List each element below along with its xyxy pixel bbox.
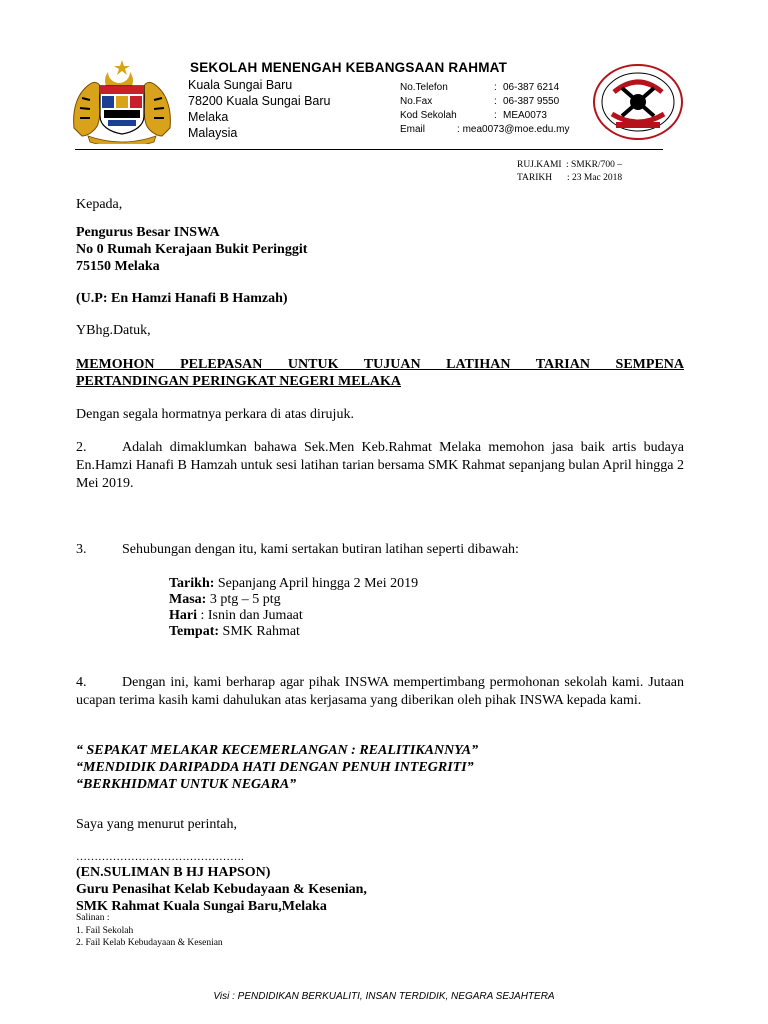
recipient-address-2: 75150 Melaka — [76, 259, 160, 274]
paragraph-3 — [76, 541, 684, 559]
phone-value: 06-387 6214 — [503, 82, 560, 93]
detail-place-label: Tempat: — [169, 624, 220, 639]
detail-place — [169, 623, 300, 641]
detail-time-label: Masa: — [169, 592, 207, 607]
school-name: SEKOLAH MENENGAH KEBANGSAAN RAHMAT — [190, 60, 508, 75]
email-row — [400, 124, 569, 135]
paragraph-3-number: 3. — [76, 542, 87, 557]
signatory-title: Guru Penasihat Kelab Kebudayaan & Kesenian, — [76, 882, 367, 897]
salutation-to: Kepada, — [76, 197, 123, 212]
detail-place-value: SMK Rahmat — [219, 624, 300, 639]
email-label: Email — [400, 124, 426, 135]
school-code-colon: : — [494, 110, 497, 121]
attention-line: (U.P: En Hamzi Hanafi B Hamzah) — [76, 291, 288, 306]
signature-line: ………………………………………. — [76, 851, 244, 863]
greeting: YBhg.Datuk, — [76, 323, 151, 338]
paragraph-2-number: 2. — [76, 440, 87, 455]
school-code-value: MEA0073 — [503, 110, 547, 121]
ref-ruj-value: : SMKR/700 – — [566, 160, 622, 170]
recipient-address-1: No 0 Rumah Kerajaan Bukit Peringgit — [76, 242, 308, 257]
address-line-2: 78200 Kuala Sungai Baru — [188, 94, 331, 108]
motto-3: “BERKHIDMAT UNTUK NEGARA” — [76, 777, 297, 792]
phone-colon: : — [494, 82, 497, 93]
intro-paragraph: Dengan segala hormatnya perkara di atas dirujuk. — [76, 407, 354, 422]
school-logo-icon — [592, 62, 684, 142]
malaysia-coat-of-arms-icon — [68, 58, 176, 144]
paragraph-4 — [76, 674, 684, 710]
footer-vision: Visi : PENDIDIKAN BERKUALITI, INSAN TERDIDIK, NEGARA SEJAHTERA — [213, 991, 555, 1002]
copy-item-1: 1. Fail Sekolah — [76, 926, 134, 936]
email-colon: : — [457, 124, 460, 135]
detail-time-value: 3 ptg – 5 ptg — [206, 592, 281, 607]
closing: Saya yang menurut perintah, — [76, 817, 237, 832]
paragraph-4-number: 4. — [76, 675, 87, 690]
signatory-organisation: SMK Rahmat Kuala Sungai Baru,Melaka — [76, 899, 327, 914]
header-divider — [75, 149, 663, 150]
subject-line-1: MEMOHON PELEPASAN UNTUK TUJUAN LATIHAN TARIAN SEMPENA — [76, 357, 684, 372]
recipient-name: Pengurus Besar INSWA — [76, 225, 220, 240]
detail-day-value: : Isnin dan Jumaat — [197, 608, 303, 623]
paragraph-2-text: Adalah dimaklumkan bahawa Sek.Men Keb.Rahmat Melaka memohon jasa baik artis budaya En.Hamzi Hanafi B Hamzah untuk sesi latihan tarian bersama SMK Rahmat sepanjang bulan April hingga 2 Mei 2019. — [76, 440, 684, 491]
paragraph-3-text: Sehubungan dengan itu, kami sertakan butiran latihan seperti dibawah: — [122, 542, 519, 557]
ref-ruj-label: RUJ.KAMI — [517, 160, 562, 170]
motto-2: “MENDIDIK DARIPADDA HATI DENGAN PENUH INTEGRITI” — [76, 760, 474, 775]
paragraph-4-text: Dengan ini, kami berharap agar pihak INSWA mempertimbang permohonan sekolah kami. Jutaan ucapan terima kasih kami dahulukan atas kerjasama yang diberikan oleh pihak INSWA kepada kami. — [76, 675, 684, 708]
fax-colon: : — [494, 96, 497, 107]
copy-item-2: 2. Fail Kelab Kebudayaan & Kesenian — [76, 938, 223, 948]
ref-date-value: : 23 Mac 2018 — [567, 173, 623, 183]
address-line-3: Melaka — [188, 110, 229, 124]
copies-label: Salinan : — [76, 913, 110, 923]
detail-day-label: Hari — [169, 608, 197, 623]
address-line-4: Malaysia — [188, 126, 238, 140]
detail-date-label: Tarikh: — [169, 576, 215, 591]
email-value[interactable]: mea0073@moe.edu.my — [462, 124, 570, 135]
signatory-name: (EN.SULIMAN B HJ HAPSON) — [76, 865, 271, 880]
school-code-label: Kod Sekolah — [400, 110, 457, 121]
motto-1: “ SEPAKAT MELAKAR KECEMERLANGAN : REALITIKANNYA” — [76, 743, 479, 758]
detail-date-value: Sepanjang April hingga 2 Mei 2019 — [214, 576, 419, 591]
subject-line-2: PERTANDINGAN PERINGKAT NEGERI MELAKA — [76, 374, 402, 389]
fax-label: No.Fax — [400, 96, 433, 107]
phone-label: No.Telefon — [400, 82, 448, 93]
ref-date-label: TARIKH — [517, 173, 553, 183]
fax-value: 06-387 9550 — [503, 96, 560, 107]
address-line-1: Kuala Sungai Baru — [188, 78, 293, 92]
paragraph-2 — [76, 439, 684, 493]
